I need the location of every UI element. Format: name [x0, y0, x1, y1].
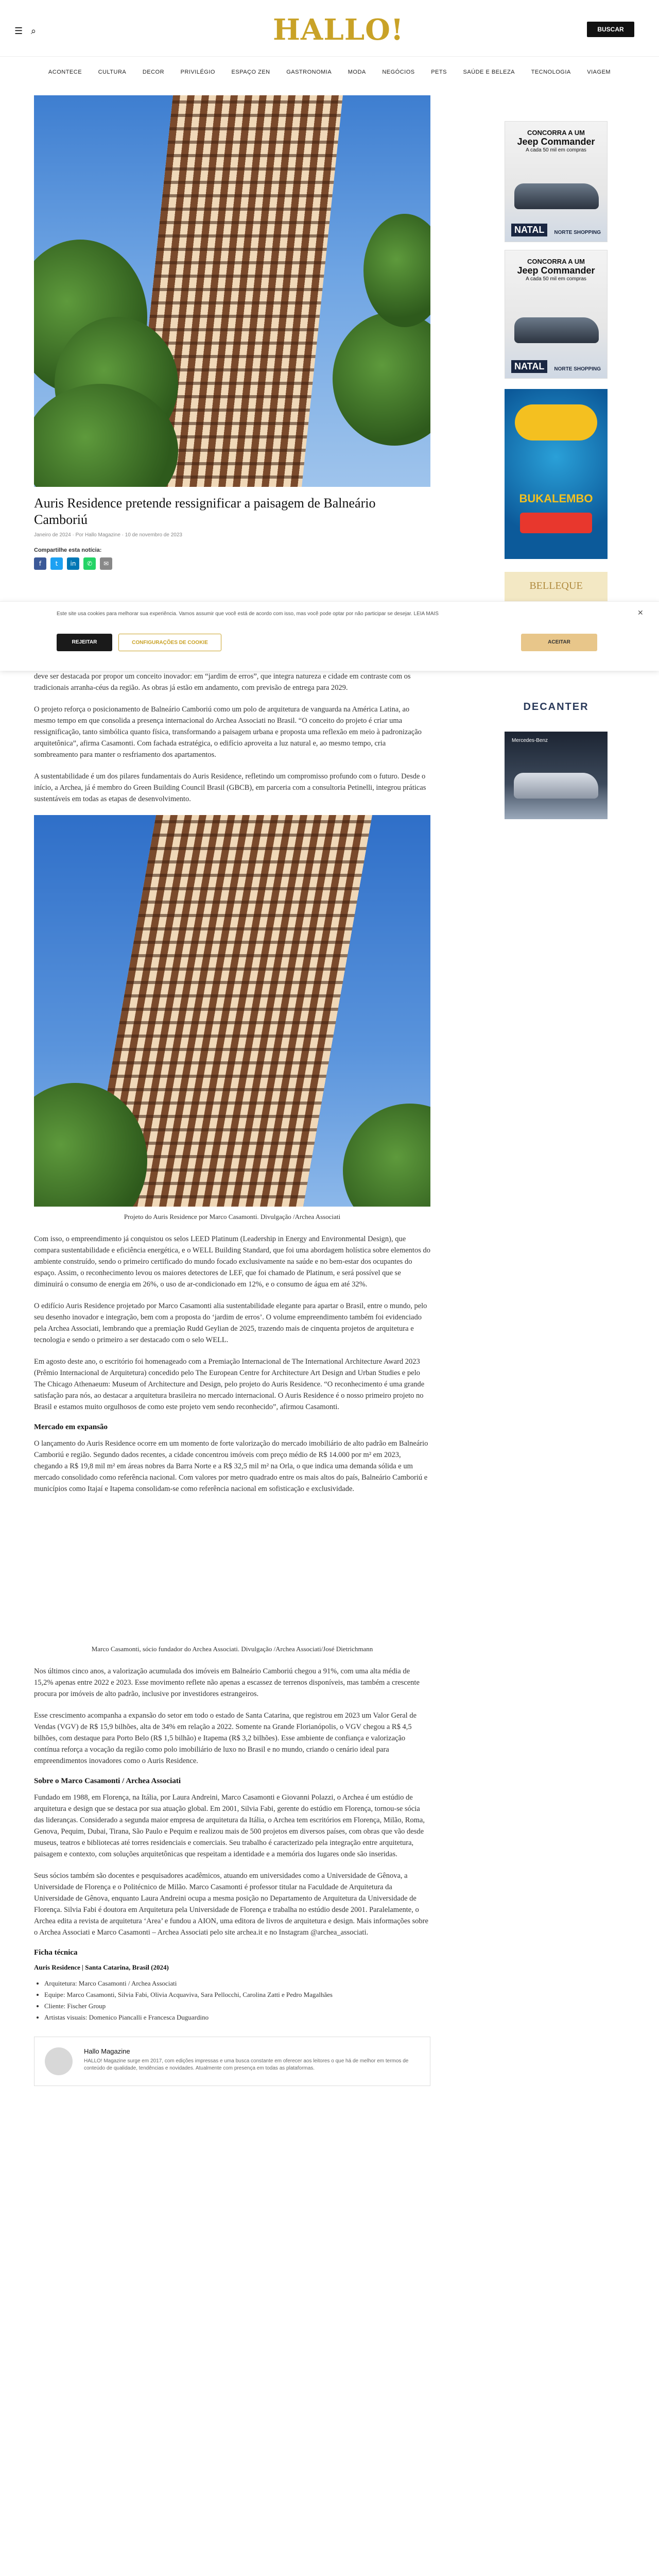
article-paragraph: O lançamento do Auris Residence ocorre em um momento de forte valorização do mercado imobiliário de alto padrão em Balneário Camboriú e região. Segundo dados recentes, a cidade concentrou imóveis com preço médio de R$ 14.000 por m² em 2023, chegando a R$ 19,8 mil m² em áreas nobres da Barra Norte e a R$ 32,5 mil m² na Orla, o que indica uma demanda sólida e um mercado consolidado como referência nacional. Com valores por metro quadrado entre os mais altos do país, Balneário Camboriú e municípios como Itajaí e Itapema consolidam-se como referência nacional em sofisticação e exclusividade.: [34, 1439, 428, 1493]
whatsapp-icon[interactable]: ✆: [83, 557, 96, 570]
nav-item[interactable]: MODA: [348, 69, 366, 75]
nav-item[interactable]: PRIVILÉGIO: [180, 69, 215, 75]
ficha-list: [44, 1978, 430, 2023]
cookie-settings-button[interactable]: CONFIGURAÇÕES DE COOKIE: [118, 634, 221, 651]
nav-item[interactable]: NEGÓCIOS: [382, 69, 415, 75]
ad-bukalembo[interactable]: [505, 389, 608, 559]
car-image: [514, 183, 599, 209]
cookie-text: Este site usa cookies para melhorar sua experiência. Vamos assumir que você está de acordo com isso, mas você pode optar por não participar se desejar. LEIA MAIS: [57, 611, 439, 617]
email-icon[interactable]: ✉: [100, 557, 112, 570]
ficha-item: • Artistas visuais: Domenico Piancalli e Francesca Duguardino: [44, 2012, 430, 2023]
image-caption: Projeto do Auris Residence por Marco Casamonti. Divulgação /Archea Associati: [124, 1213, 341, 1221]
search-icon[interactable]: ⌕: [31, 26, 37, 37]
ad-headline: CONCORRA A UM: [527, 129, 585, 137]
author-name[interactable]: Hallo Magazine: [84, 2047, 130, 2055]
ad-text: BUKALEMBO: [519, 492, 593, 505]
section-heading: Sobre o Marco Casamonti / Archea Associati: [34, 1777, 181, 1785]
ficha-item: • Cliente: Fischer Group: [44, 2001, 430, 2012]
ficha-item: • Arquitetura: Marco Casamonti / Archea Associati: [44, 1978, 430, 1989]
car-image: [514, 773, 598, 799]
article: [34, 95, 430, 2086]
accept-cookies-button[interactable]: ACEITAR: [521, 634, 597, 651]
author-bio: HALLO! Magazine surge em 2017, com edições impressas e uma busca constante em oferecer aos leitores o que há de melhor em termos de conteúdo de qualidade, tendências e novidades. Atualmente com presença em todas as plataformas.: [84, 2058, 409, 2071]
facebook-icon[interactable]: f: [34, 557, 46, 570]
image-caption: Marco Casamonti, sócio fundador do Archea Associati. Divulgação /Archea Associati/José Dietrichmann: [91, 1645, 373, 1653]
nav-item[interactable]: GASTRONOMIA: [286, 69, 332, 75]
ad-brand: BELLEQUE: [529, 580, 583, 591]
cookie-banner: [0, 601, 659, 671]
site-header: [0, 0, 659, 57]
nav-item[interactable]: PETS: [431, 69, 447, 75]
ad-headline: Jeep Commander: [517, 137, 595, 147]
nav-item[interactable]: ACONTECE: [48, 69, 82, 75]
article-paragraph: A sustentabilidade é um dos pilares fundamentais do Auris Residence, refletindo um compromisso profundo com o futuro. Desde o início, a Archea, já é membro do Green Building Council Brasil (GBCB), em parceria com a consultoria Petinelli, integrou práticas sustentáveis em todas as etapas de desenvolvimento.: [34, 772, 426, 803]
article-image: [34, 815, 430, 1207]
nav-item[interactable]: VIAGEM: [587, 69, 611, 75]
linkedin-icon[interactable]: in: [67, 557, 79, 570]
ad-subline: A cada 50 mil em compras: [526, 147, 586, 153]
ad-headline: Jeep Commander: [517, 265, 595, 276]
twitter-icon[interactable]: t: [50, 557, 63, 570]
ad-belleque[interactable]: [505, 572, 608, 603]
article-paragraph: Nos últimos cinco anos, a valorização acumulada dos imóveis em Balneário Camboriú chegou a 91%, com uma alta média de 15,2% apenas entre 2022 e 2023. Esse movimento reflete não apenas a escassez de terrenos disponíveis, mas também a crescente procura por imóveis de alto padrão, inclusive por investidores estrangeiros.: [34, 1667, 420, 1698]
section-heading: Mercado em expansão: [34, 1423, 108, 1431]
nav-item[interactable]: DECOR: [142, 69, 165, 75]
share-buttons: [34, 557, 430, 570]
ad-brand-sub: NORTE SHOPPING: [554, 230, 601, 235]
close-icon[interactable]: ✕: [637, 609, 644, 617]
ad-subline: A cada 50 mil em compras: [526, 276, 586, 282]
ad-jeep-2[interactable]: [505, 250, 608, 379]
site-logo[interactable]: HALLO!: [273, 13, 404, 47]
article-paragraph: Em agosto deste ano, o escritório foi homenageado com a Premiação Internacional de The International Architecture Award 2023 (Prêmio Internacional de Arquitetura) concedido pelo The European Centre for Architecture Art Design and Urban Studies e pelo The Chicago Athenaeum: Museum of Architecture and Design, pelo projeto do Auris Residence. “O reconhecimento é uma grande satisfação para nós, ao destacar a arquitetura brasileira no mercado internacional. O Auris Residence é o nosso primeiro projeto no Brasil e estamos muito orgulhosos de como este projeto vem sendo reconhecido”, afirmou Casamonti.: [34, 1358, 425, 1411]
nav-item[interactable]: CULTURA: [98, 69, 127, 75]
ad-brand-sub: NORTE SHOPPING: [554, 366, 601, 372]
article-paragraph: Fundado em 1988, em Florença, na Itália, por Laura Andreini, Marco Casamonti e Giovanni Polazzi, o Archea é um estúdio de arquitetura e design que se destaca por sua atuação global. Em 2001, Silvia Fabi, gerente do estúdio em Florença, tornou-se sócia das lideranças. Considerado a segunda maior empresa de arquitetura da Itália, o Archea tem escritórios em Florença, Milão, Roma, Genova, Pequim, Dubai, Tirana, São Paulo e Pequim e realizou mais de 500 projetos em diversos países, com obras que vão desde museus, teatros e bibliotecas até torres residenciais e comerciais. Seu trabalho é caracterizado pela integração entre arquitetura, paisagem e contexto, com soluções arquitetônicas que respeitam a identidade e a memória dos lugares onde são inseridas.: [34, 1793, 425, 1858]
ad-headline: CONCORRA A UM: [527, 258, 585, 265]
menu-icon[interactable]: ☰: [14, 26, 23, 37]
nav-item[interactable]: TECNOLOGIA: [531, 69, 571, 75]
article-paragraph: deve ser destacada por propor um conceito inovador: em “jardim de erros”, que integra natureza e cidade em contraste com os tradicionais arranha-céus da região. As obras já estão em andamento, com previsão de entrega para 2029.: [34, 672, 411, 692]
hero-image: [34, 95, 430, 487]
ad-brand: NATAL: [511, 224, 547, 236]
article-paragraph: Seus sócios também são docentes e pesquisadores acadêmicos, atuando em universidades como a Universidade de Gênova, a Universidade de Florença e o Politécnico de Milão. Marco Casamonti é professor titular na Faculdade de Arquitetura da Universidade de Gênova, enquanto Laura Andreini ocupa a mesma posição no Departamento de Arquitetura da Universidade de Florença. Silvia Fabi é doutora em Arquitetura pela Universidade de Florença e trabalha no estúdio desde 2001. Paralelamente, o Archea edita a revista de arquitetura ‘Area’ e fundou a AION, uma editora de livros de arquitetura e design. Mais informações sobre o Archea Associati e Marco Casamonti – Archea Associati pelo site archea.it e no Instagram @archea_associati.: [34, 1872, 428, 1937]
nav-item[interactable]: SAÚDE E BELEZA: [463, 69, 515, 75]
article-paragraph: O edifício Auris Residence projetado por Marco Casamonti alia sustentabilidade elegante para apartar o Brasil, entre o mundo, pelo seu desenho inovador e integração, bem com a proposta do ‘jardim de erros’. O volume empreendimento também foi evidenciado pela Archea Associati, lembrando que a premiação Rudd Geylian de 2025, trazendo mais de cinquenta projetos de arquitetura e tecnologia e sendo o primeiro a ser destacado com o selo WELL.: [34, 1302, 427, 1344]
article-meta: Janeiro de 2024 · Por Hallo Magazine · 10 de novembro de 2023: [34, 532, 182, 538]
ad-mercedes[interactable]: [505, 732, 608, 819]
ad-brand: DECANTER: [523, 701, 589, 713]
article-paragraph: O projeto reforça o posicionamento de Balneário Camboriú como um polo de arquitetura de vanguarda na América Latina, ao mesmo tempo em que consolida a presença internacional do Archea Associati no Brasil. “O conceito do projeto é criar uma ressignificação, tanto simbólica quanto física, transformando a paisagem urbana e proposta uma reflexão em meio à padronização arquitetônica”, afirma Casamonti. Com fachada estratégica, o edifício aproveita a luz natural e, ao mesmo tempo, cria sombreamento para manter o resfriamento dos apartamentos.: [34, 705, 422, 759]
author-box: [34, 2037, 430, 2086]
article-title: Auris Residence pretende ressignificar a paisagem de Balneário Camboriú: [34, 496, 376, 527]
search-button[interactable]: BUSCAR: [587, 22, 634, 37]
main-nav: [0, 62, 659, 82]
article-paragraph: Com isso, o empreendimento já conquistou os selos LEED Platinum (Leadership in Energy and Environmental Design), que compara sustentabilidade e eficiência energética, e o WELL Building Standard, que foi uma abordagem holística sobre elementos do ambiente construído, sendo o primeiro certificado do mundo focado exclusivamente na saúde e no bem-estar dos ocupantes do espaço. Assim, o reconhecimento levou os maiores detectores de LEF, que foi chamado de Platinum, e será possível que se diminuirá o consumo de energia em 26%, o uso de ar-condicionado em 12%, e o consumo de água em até 32%.: [34, 1235, 430, 1289]
nav-item[interactable]: ESPAÇO ZEN: [231, 69, 270, 75]
ad-brand: NATAL: [511, 360, 547, 373]
share-label: Compartilhe esta notícia:: [34, 547, 102, 553]
ad-jeep-1[interactable]: [505, 121, 608, 242]
avatar: [45, 2047, 73, 2075]
ficha-subtitle: Auris Residence | Santa Catarina, Brasil (2024): [34, 1963, 169, 1971]
reject-cookies-button[interactable]: REJEITAR: [57, 634, 112, 651]
ad-decanter[interactable]: [505, 693, 608, 724]
article-image-placeholder: [34, 1505, 430, 1639]
car-image: [514, 317, 599, 343]
article-paragraph: Esse crescimento acompanha a expansão do setor em todo o estado de Santa Catarina, que registrou em 2023 um Valor Geral de Vendas (VGV) de R$ 15,9 bilhões, alta de 34% em relação a 2022. Somente na Grande Florianópolis, o VGV chegou a R$ 4,5 bilhões, com destaque para Porto Belo (R$ 1,5 bilhão) e Itapema (R$ 3,2 bilhões). Esse ambiente de confiança e valorização contínua reforça a vocação da região como polo imobiliário de luxo no Brasil e no mundo, criando o cenário ideal para empreendimentos inovadores como o Auris Residence.: [34, 1711, 417, 1765]
ficha-title: Ficha técnica: [34, 1948, 78, 1957]
ad-text: Mercedes-Benz: [512, 738, 548, 743]
ficha-item: • Equipe: Marco Casamonti, Silvia Fabi, Olivia Acquaviva, Sara Pellocchi, Carolina Zatti e Pedro Magalhães: [44, 1989, 430, 2001]
